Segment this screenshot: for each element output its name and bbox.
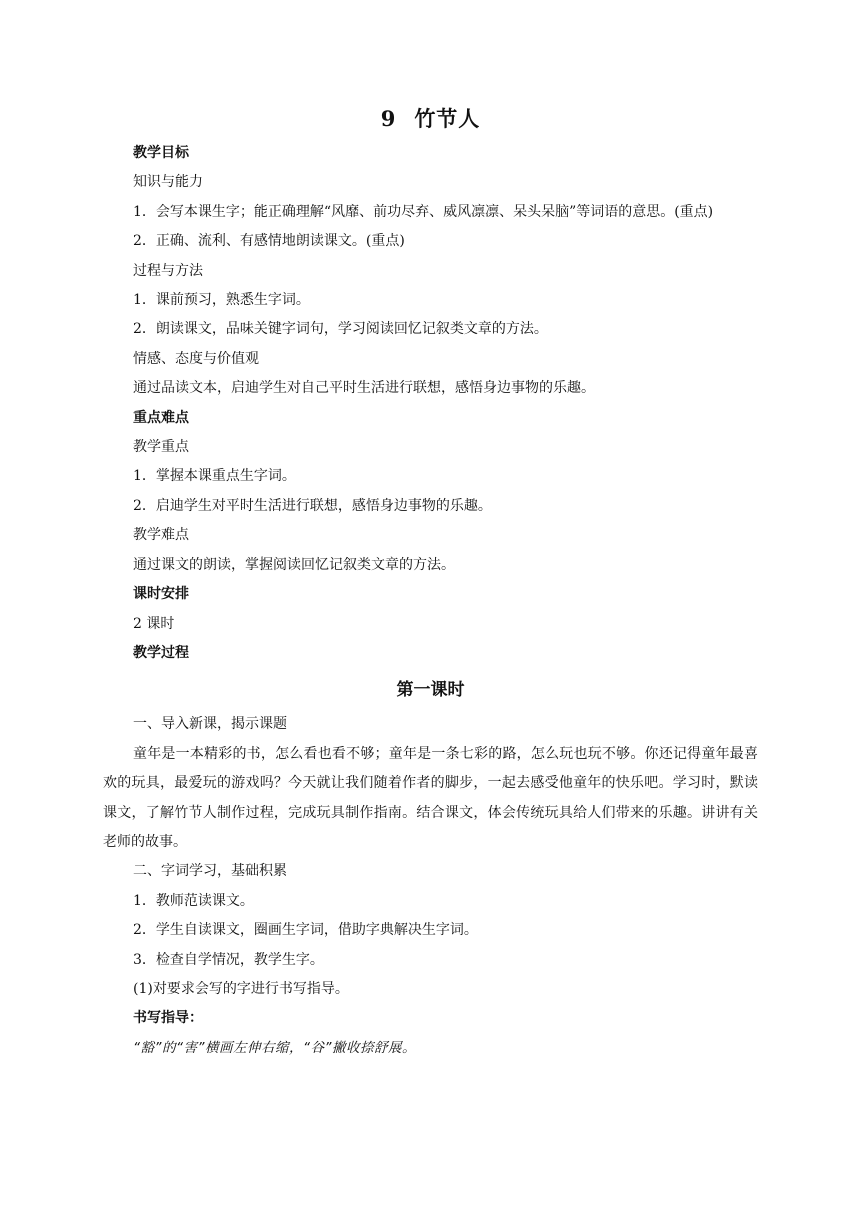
lesson-title xyxy=(103,100,758,138)
step-heading-intro: 一、导入新课，揭示课题 xyxy=(133,716,287,733)
objective-paragraph: 1．会写本课生字；能正确理解“风靡、前功尽弃、威风凛凛、呆头呆脑”等词语的意思。(重点) xyxy=(133,203,714,220)
section-heading: 教学目标 xyxy=(133,145,189,161)
text-line: 2．正确、流利、有感情地朗读课文。(重点) xyxy=(133,233,405,250)
section-heading: 课时安排 xyxy=(133,586,189,603)
text-line: 1．教师范读课文。 xyxy=(133,892,254,909)
text-line: 教学重点 xyxy=(133,439,189,456)
lesson-name: 竹节人 xyxy=(414,106,481,131)
text-line: 情感、态度与价值观 xyxy=(133,350,259,367)
text-line: 过程与方法 xyxy=(133,262,203,279)
text-line: 2 课时 xyxy=(133,615,175,632)
text-line: 通过课文的朗读，掌握阅读回忆记叙类文章的方法。 xyxy=(133,556,455,573)
text-line: 二、字词学习，基础积累 xyxy=(133,863,287,880)
section-heading: 教学过程 xyxy=(133,644,189,661)
objectives-header-block xyxy=(103,139,758,198)
text-line: 2．朗读课文，品味关键字词句，学习阅读回忆记叙类文章的方法。 xyxy=(133,321,548,338)
text-line: 通过品读文本，启迪学生对自己平时生活进行联想，感悟身边事物的乐趣。 xyxy=(133,380,595,397)
section-subtitle: 第一课时 xyxy=(396,680,465,701)
vocabulary-steps xyxy=(103,857,758,1033)
text-line: 1．课前预习，熟悉生字词。 xyxy=(133,292,310,309)
lesson-plan-lines xyxy=(103,227,758,668)
document-page xyxy=(103,100,758,1063)
section-heading: 书写指导： xyxy=(133,1010,203,1027)
text-line: 教学难点 xyxy=(133,527,189,544)
section-heading: 重点难点 xyxy=(133,409,189,426)
lesson-number: 9 xyxy=(380,106,397,131)
text-line: 知识与能力 xyxy=(133,174,203,191)
text-line: 1．掌握本课重点生字词。 xyxy=(133,468,296,485)
text-line: 2．启迪学生对平时生活进行联想，感悟身边事物的乐趣。 xyxy=(133,497,492,514)
intro-paragraph: 童年是一本精彩的书，怎么看也看不够；童年是一条七彩的路，怎么玩也玩不够。你还记得童年最喜欢的玩具，最爱玩的游戏吗？今天就让我们随着作者的脚步，一起去感受他童年的快乐吧。学习时，默读课文，了解竹节人制作过程，完成玩具制作指南。结合课文，体会传统玩具给人们带来的乐趣。讲讲有关老师的故事。 xyxy=(103,745,758,850)
handwriting-guide-text: “豁”的“害”横画左伸右缩，“谷”撇收捺舒展。 xyxy=(133,1039,416,1056)
text-line: 2．学生自读课文，圈画生字词，借助字典解决生字词。 xyxy=(133,922,478,939)
text-line: (1)对要求会写的字进行书写指导。 xyxy=(133,980,349,997)
text-line: 3．检查自学情况，教学生字。 xyxy=(133,951,324,968)
